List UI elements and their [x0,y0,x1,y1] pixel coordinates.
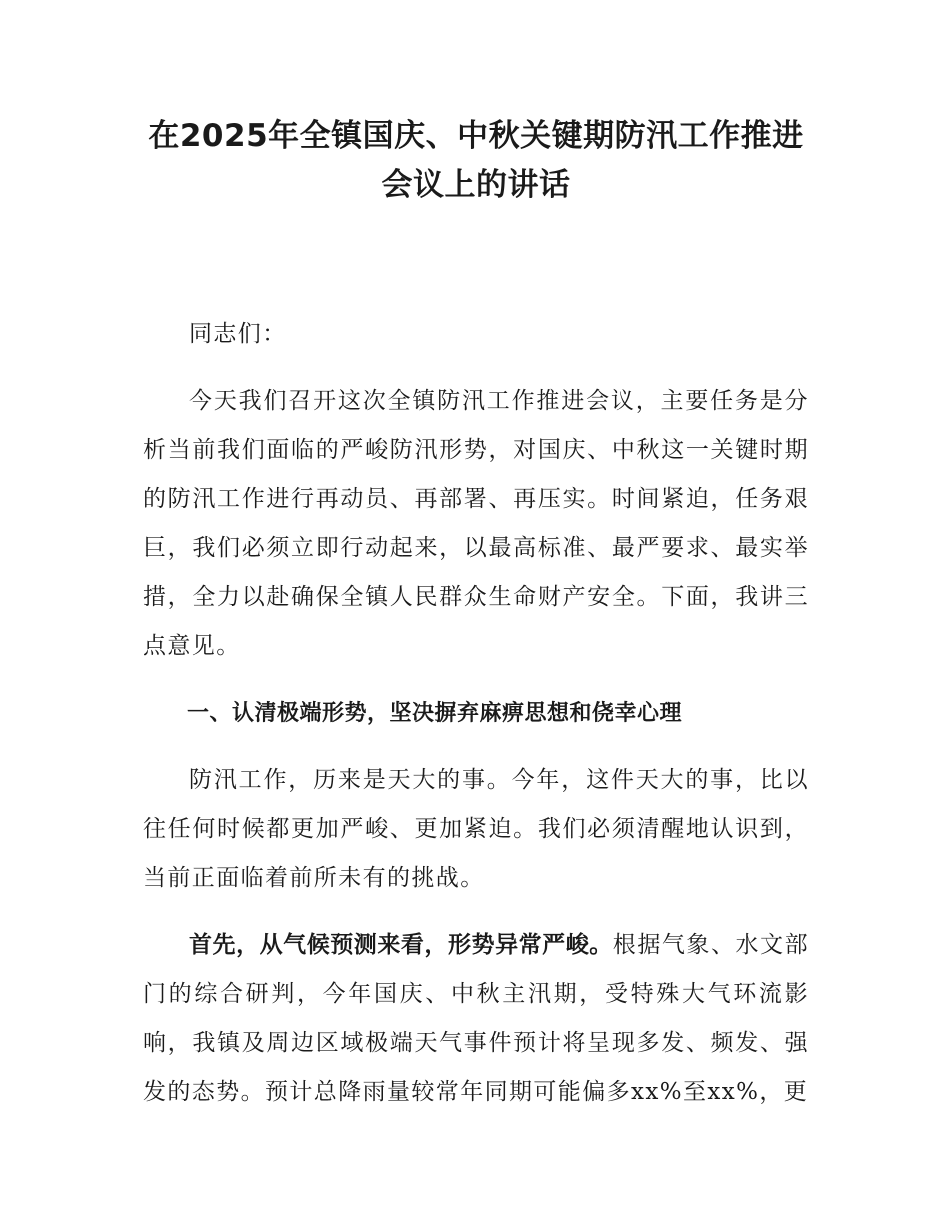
document-title: 在2025年全镇国庆、中秋关键期防汛工作推进会议上的讲话 [148,118,804,203]
paragraph-lead-sentence: 首先，从气候预测来看，形势异常严峻。 [189,932,613,958]
document-page [143,112,809,1135]
section1-paragraph-2 [143,921,809,1117]
salutation: 同志们： [189,321,287,347]
paragraph-body-text: 根据气象、水文部门的综合研判，今年国庆、中秋主汛期，受特殊大气环流影响，我镇及周边区域极端天气事件预计将呈现多发、频发、强发的态势。预计总降雨量较常年同期可能偏多xx%至xx%，更 [143,932,810,1105]
intro-paragraph: 今天我们召开这次全镇防汛工作推进会议，主要任务是分析当前我们面临的严峻防汛形势，对国庆、中秋这一关键时期的防汛工作进行再动员、再部署、再压实。时间紧迫，任务艰巨，我们必须立即行动起来，以最高标准、最严要求、最实举措，全力以赴确保全镇人民群众生命财产安全。下面，我讲三点意见。 [143,388,809,659]
section1-paragraph-1: 防汛工作，历来是天大的事。今年，这件天大的事，比以往任何时候都更加严峻、更加紧迫。我们必须清醒地认识到，当前正面临着前所未有的挑战。 [143,767,809,891]
section-heading-1: 一、认清极端形势，坚决摒弃麻痹思想和侥幸心理 [187,701,683,726]
